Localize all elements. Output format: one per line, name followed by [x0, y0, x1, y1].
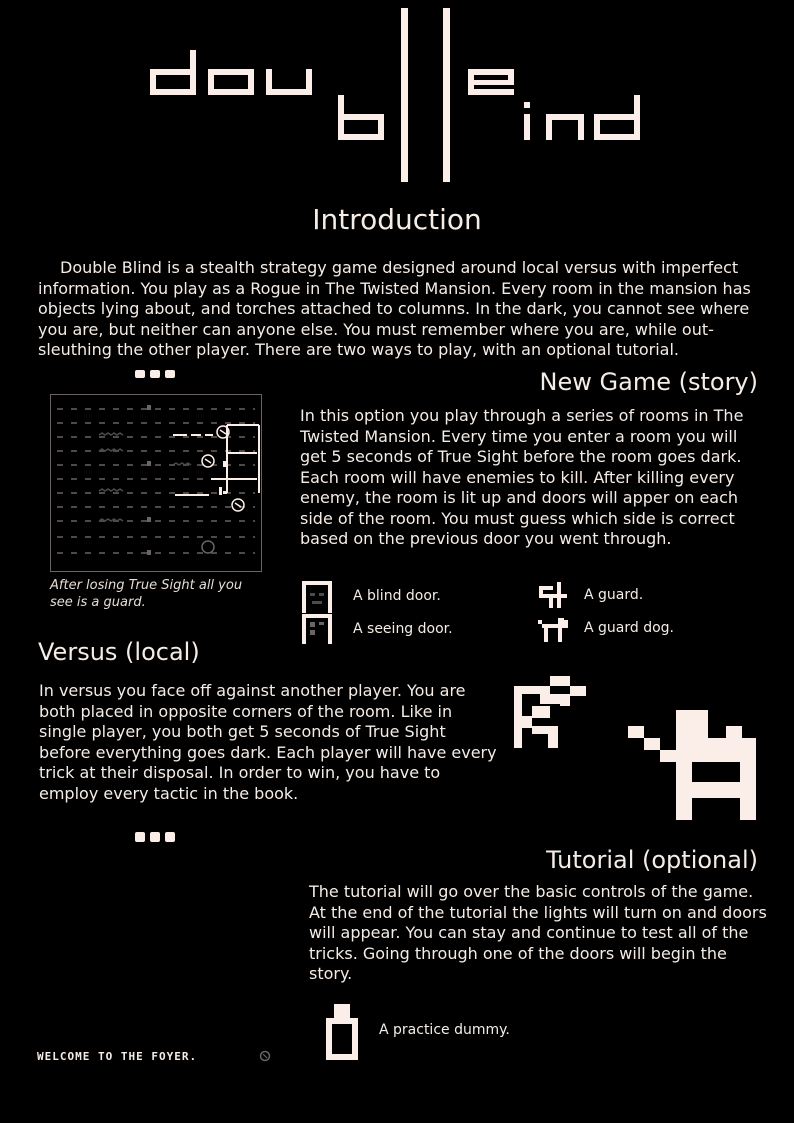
- guard-label: A guard.: [584, 587, 644, 603]
- tutorial-screen-text: WELCOME TO THE FOYER.: [37, 1050, 198, 1063]
- introduction-heading: Introduction: [312, 203, 482, 236]
- game-logo: [0, 0, 794, 190]
- tutorial-heading: Tutorial (optional): [546, 846, 758, 874]
- dark-room-map: [51, 395, 261, 571]
- new-game-body: In this option you play through a series of rooms in The Twisted Mansion. Every time you enter a room you will get 5 seconds of True Sight before the room goes dark. Each room will have enemies to kill. After killing every enemy, the room is lit up and doors will apper on each side of the room. You must guess which side is correct based on the previous door you went through.: [300, 406, 744, 548]
- practice-dummy-label: A practice dummy.: [379, 1022, 510, 1038]
- tutorial-body: The tutorial will go over the basic controls of the game. At the end of the tutorial the lights will turn on and doors will appear. You can stay and continue to test all of the tricks. Going through one of the doors will begin the story.: [309, 882, 767, 983]
- guard-large-icon: [512, 676, 592, 752]
- versus-heading: Versus (local): [38, 638, 200, 666]
- blind-door-label: A blind door.: [353, 588, 441, 604]
- new-game-heading: New Game (story): [539, 368, 758, 396]
- guard-dog-icon: [536, 614, 572, 644]
- introduction-body: Double Blind is a stealth strategy game designed around local versus with imperfect information. You play as a Rogue in The Twisted Mansion. Every room in the mansion has objects lying about, and torches attached to columns. In the dark, you cannot see where you are, but neither can anyone else. You must remember where you are, while out-sleuthing the other player. There are two ways to play, with an optional tutorial.: [38, 258, 751, 359]
- blind-door-icon: [300, 579, 334, 613]
- practice-dummy-icon: [324, 1004, 360, 1062]
- logo-art: [0, 0, 794, 190]
- guard-icon: [536, 580, 570, 612]
- screenshot-caption: After losing True Sight all you see is a guard.: [50, 578, 243, 610]
- guard-dog-large-icon: [628, 710, 760, 822]
- seeing-door-label: A seeing door.: [353, 621, 453, 637]
- dummy-glyph-icon: [258, 1050, 272, 1062]
- page-dots-icon: [134, 368, 178, 380]
- guard-dog-label: A guard dog.: [584, 620, 675, 636]
- game-screenshot: [50, 394, 262, 572]
- versus-body: In versus you face off against another player. You are both placed in opposite corners of the room. Like in single player, you both get 5 seconds of True Sight before everything goes dark. Each player will have every trick at their disposal. In order to win, you have to employ every tactic in the book.: [39, 681, 497, 803]
- page-dots-icon-2: [134, 831, 178, 843]
- seeing-door-icon: [300, 612, 334, 644]
